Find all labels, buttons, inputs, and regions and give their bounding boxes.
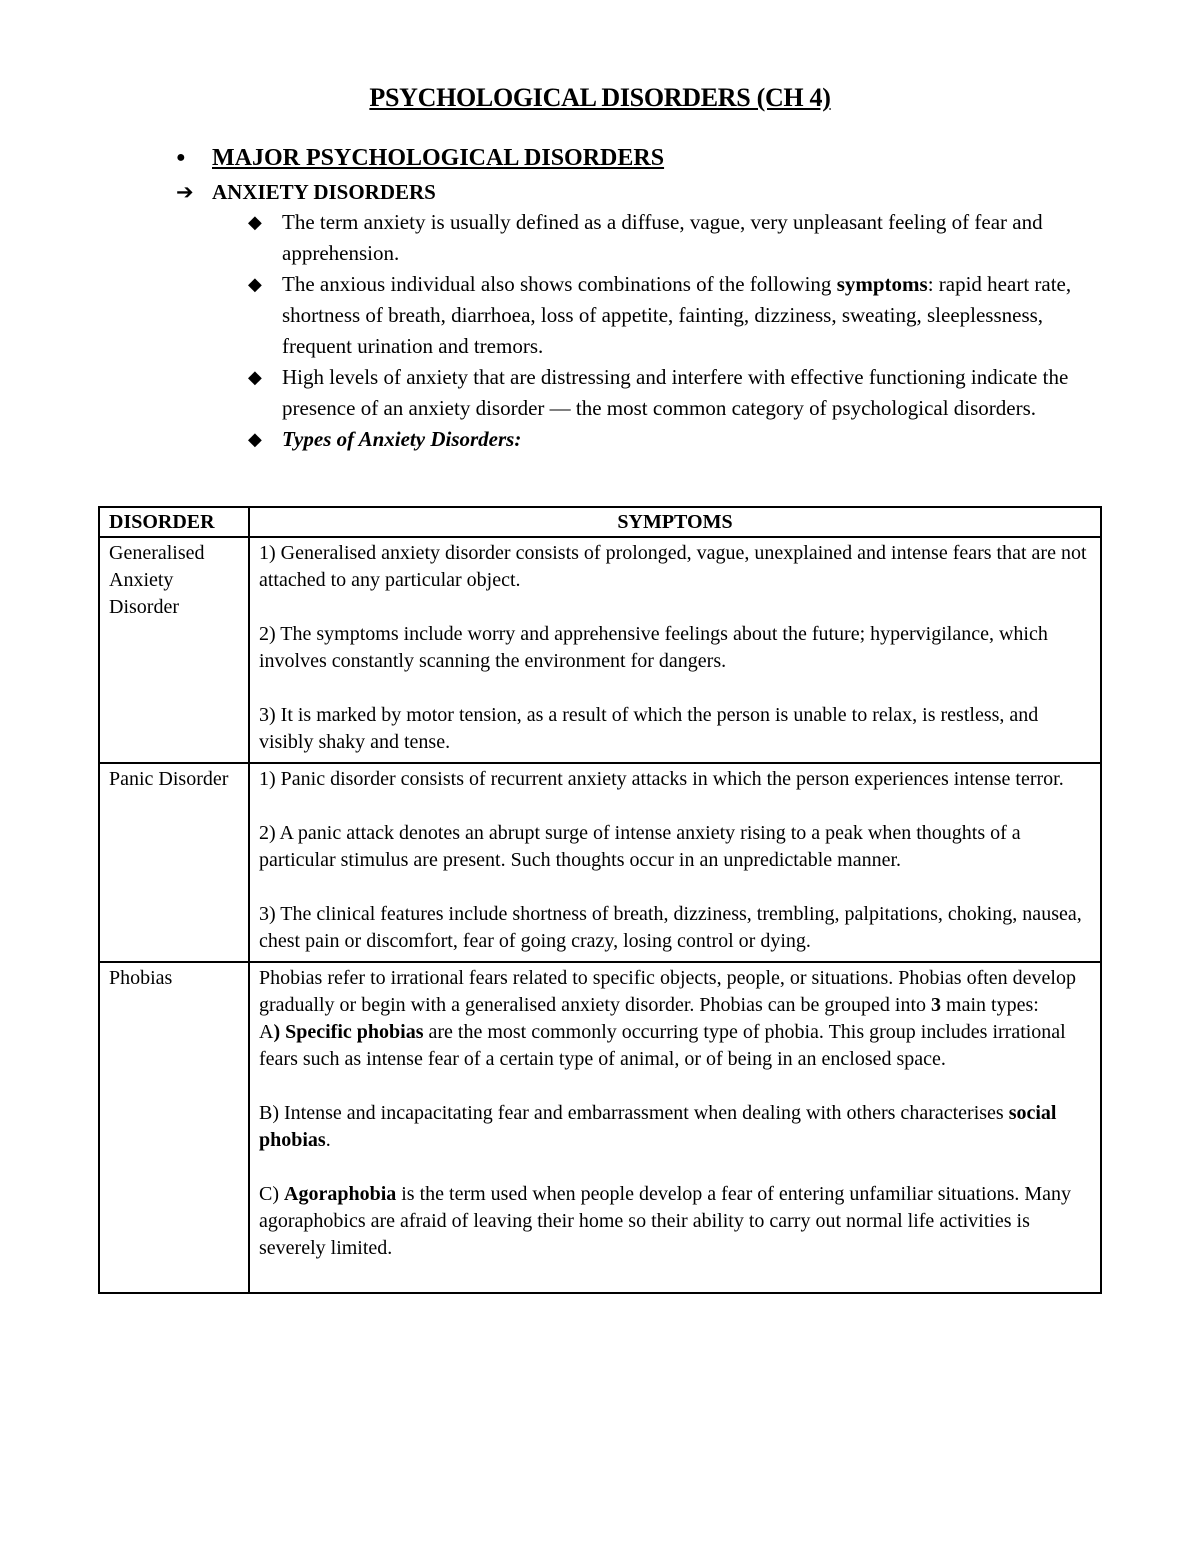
anxiety-points bbox=[248, 207, 1078, 455]
symptoms-cell bbox=[249, 537, 1101, 763]
symptom-paragraph: 2) The symptoms include worry and apprehensive feelings about the future; hypervigilance, which involves constantly scanning the environment for dangers. bbox=[259, 623, 1048, 672]
table-row bbox=[99, 537, 1101, 763]
sub-heading-label: ANXIETY DISORDERS bbox=[212, 180, 436, 204]
disorder-name: Generalised Anxiety Disorder bbox=[99, 537, 249, 763]
diamond-bullet-icon: ◆ bbox=[248, 367, 262, 387]
disorder-name: Phobias bbox=[99, 962, 249, 1293]
symptom-paragraph: 2) A panic attack denotes an abrupt surge of intense anxiety rising to a peak when thoughts of a particular stimulus are present. Such thoughts occur in an unpredictable manner. bbox=[259, 822, 1021, 871]
symptom-paragraph bbox=[259, 1100, 1091, 1154]
paragraph-text: are the most commonly occurring type of phobia. This group includes irrational fears such as intense fear of a certain type of animal, or of being in an enclosed space. bbox=[259, 1021, 1066, 1070]
paragraph-text: B) Intense and incapacitating fear and embarrassment when dealing with others characterises bbox=[259, 1102, 1009, 1124]
paragraph-bold-text: social phobias bbox=[259, 1102, 1057, 1151]
diamond-bullet-icon: ◆ bbox=[248, 429, 262, 449]
point-text: The anxious individual also shows combinations of the following bbox=[282, 272, 837, 296]
paragraph-text: . bbox=[325, 1129, 331, 1151]
symptoms-cell bbox=[249, 763, 1101, 962]
point-text: The term anxiety is usually defined as a diffuse, vague, very unpleasant feeling of fear and apprehension. bbox=[282, 210, 1043, 265]
diamond-bullet-icon: ◆ bbox=[248, 212, 262, 232]
point-bold-text: symptoms bbox=[836, 272, 928, 296]
table-header-row bbox=[99, 507, 1101, 537]
major-heading-label: MAJOR PSYCHOLOGICAL DISORDERS bbox=[212, 145, 665, 171]
sub-heading bbox=[176, 177, 436, 208]
paragraph-text: is the term used when people develop a fear of entering unfamiliar situations. Many agoraphobics are afraid of leaving their home so their ability to carry out normal life activities is severely limited. bbox=[259, 1183, 1072, 1259]
page-title: PSYCHOLOGICAL DISORDERS (CH 4) bbox=[369, 83, 831, 112]
symptom-paragraph: 3) The clinical features include shortness of breath, dizziness, trembling, palpitations, choking, nausea, chest pain or discomfort, fear of going crazy, losing control or dying. bbox=[259, 903, 1082, 952]
symptom-paragraph bbox=[259, 965, 1091, 1019]
symptom-paragraph: 1) Generalised anxiety disorder consists of prolonged, vague, unexplained and intense fears that are not attached to any particular object. bbox=[259, 542, 1087, 591]
paragraph-bold-text: 3 bbox=[931, 994, 942, 1016]
paragraph-text: C) bbox=[259, 1183, 284, 1205]
diamond-bullet-icon: ◆ bbox=[248, 274, 262, 294]
types-heading: Types of Anxiety Disorders: bbox=[282, 427, 522, 451]
list-item bbox=[248, 269, 1078, 362]
column-header-symptoms: SYMPTOMS bbox=[249, 507, 1101, 537]
list-item bbox=[248, 362, 1078, 424]
symptoms-cell bbox=[249, 962, 1101, 1293]
list-item bbox=[248, 207, 1078, 269]
column-header-disorder: DISORDER bbox=[99, 507, 249, 537]
point-text: : rapid heart rate, shortness of breath, diarrhoea, loss of appetite, fainting, dizziness, sweating, sleeplessness, frequent urination and tremors. bbox=[282, 272, 1072, 358]
symptom-paragraph: 3) It is marked by motor tension, as a result of which the person is unable to relax, is restless, and visibly shaky and tense. bbox=[259, 704, 1039, 753]
table-row bbox=[99, 962, 1101, 1293]
paragraph-text: Phobias refer to irrational fears related to specific objects, people, or situations. Phobias often develop gradually or begin with a generalised anxiety disorder. Phobias can be grouped into bbox=[259, 967, 1076, 1016]
symptom-paragraph: 1) Panic disorder consists of recurrent anxiety attacks in which the person experiences intense terror. bbox=[259, 768, 1064, 790]
table-row bbox=[99, 763, 1101, 962]
major-heading bbox=[176, 142, 664, 174]
paragraph-bold-text: Agoraphobia bbox=[284, 1183, 397, 1205]
arrow-icon: ➔ bbox=[176, 180, 194, 204]
paragraph-text: A bbox=[259, 1021, 274, 1043]
disorders-table bbox=[98, 506, 1102, 1294]
paragraph-text: main types: bbox=[941, 994, 1039, 1016]
disorder-name: Panic Disorder bbox=[99, 763, 249, 962]
bullet-icon: ● bbox=[176, 149, 186, 166]
point-text: High levels of anxiety that are distressing and interfere with effective functioning indicate the presence of an anxiety disorder — the most common category of psychological disorders. bbox=[282, 365, 1069, 420]
paragraph-bold-text: ) Specific phobias bbox=[273, 1021, 424, 1043]
symptom-paragraph bbox=[259, 1181, 1091, 1262]
symptom-paragraph bbox=[259, 1019, 1091, 1073]
list-item bbox=[248, 424, 1078, 455]
